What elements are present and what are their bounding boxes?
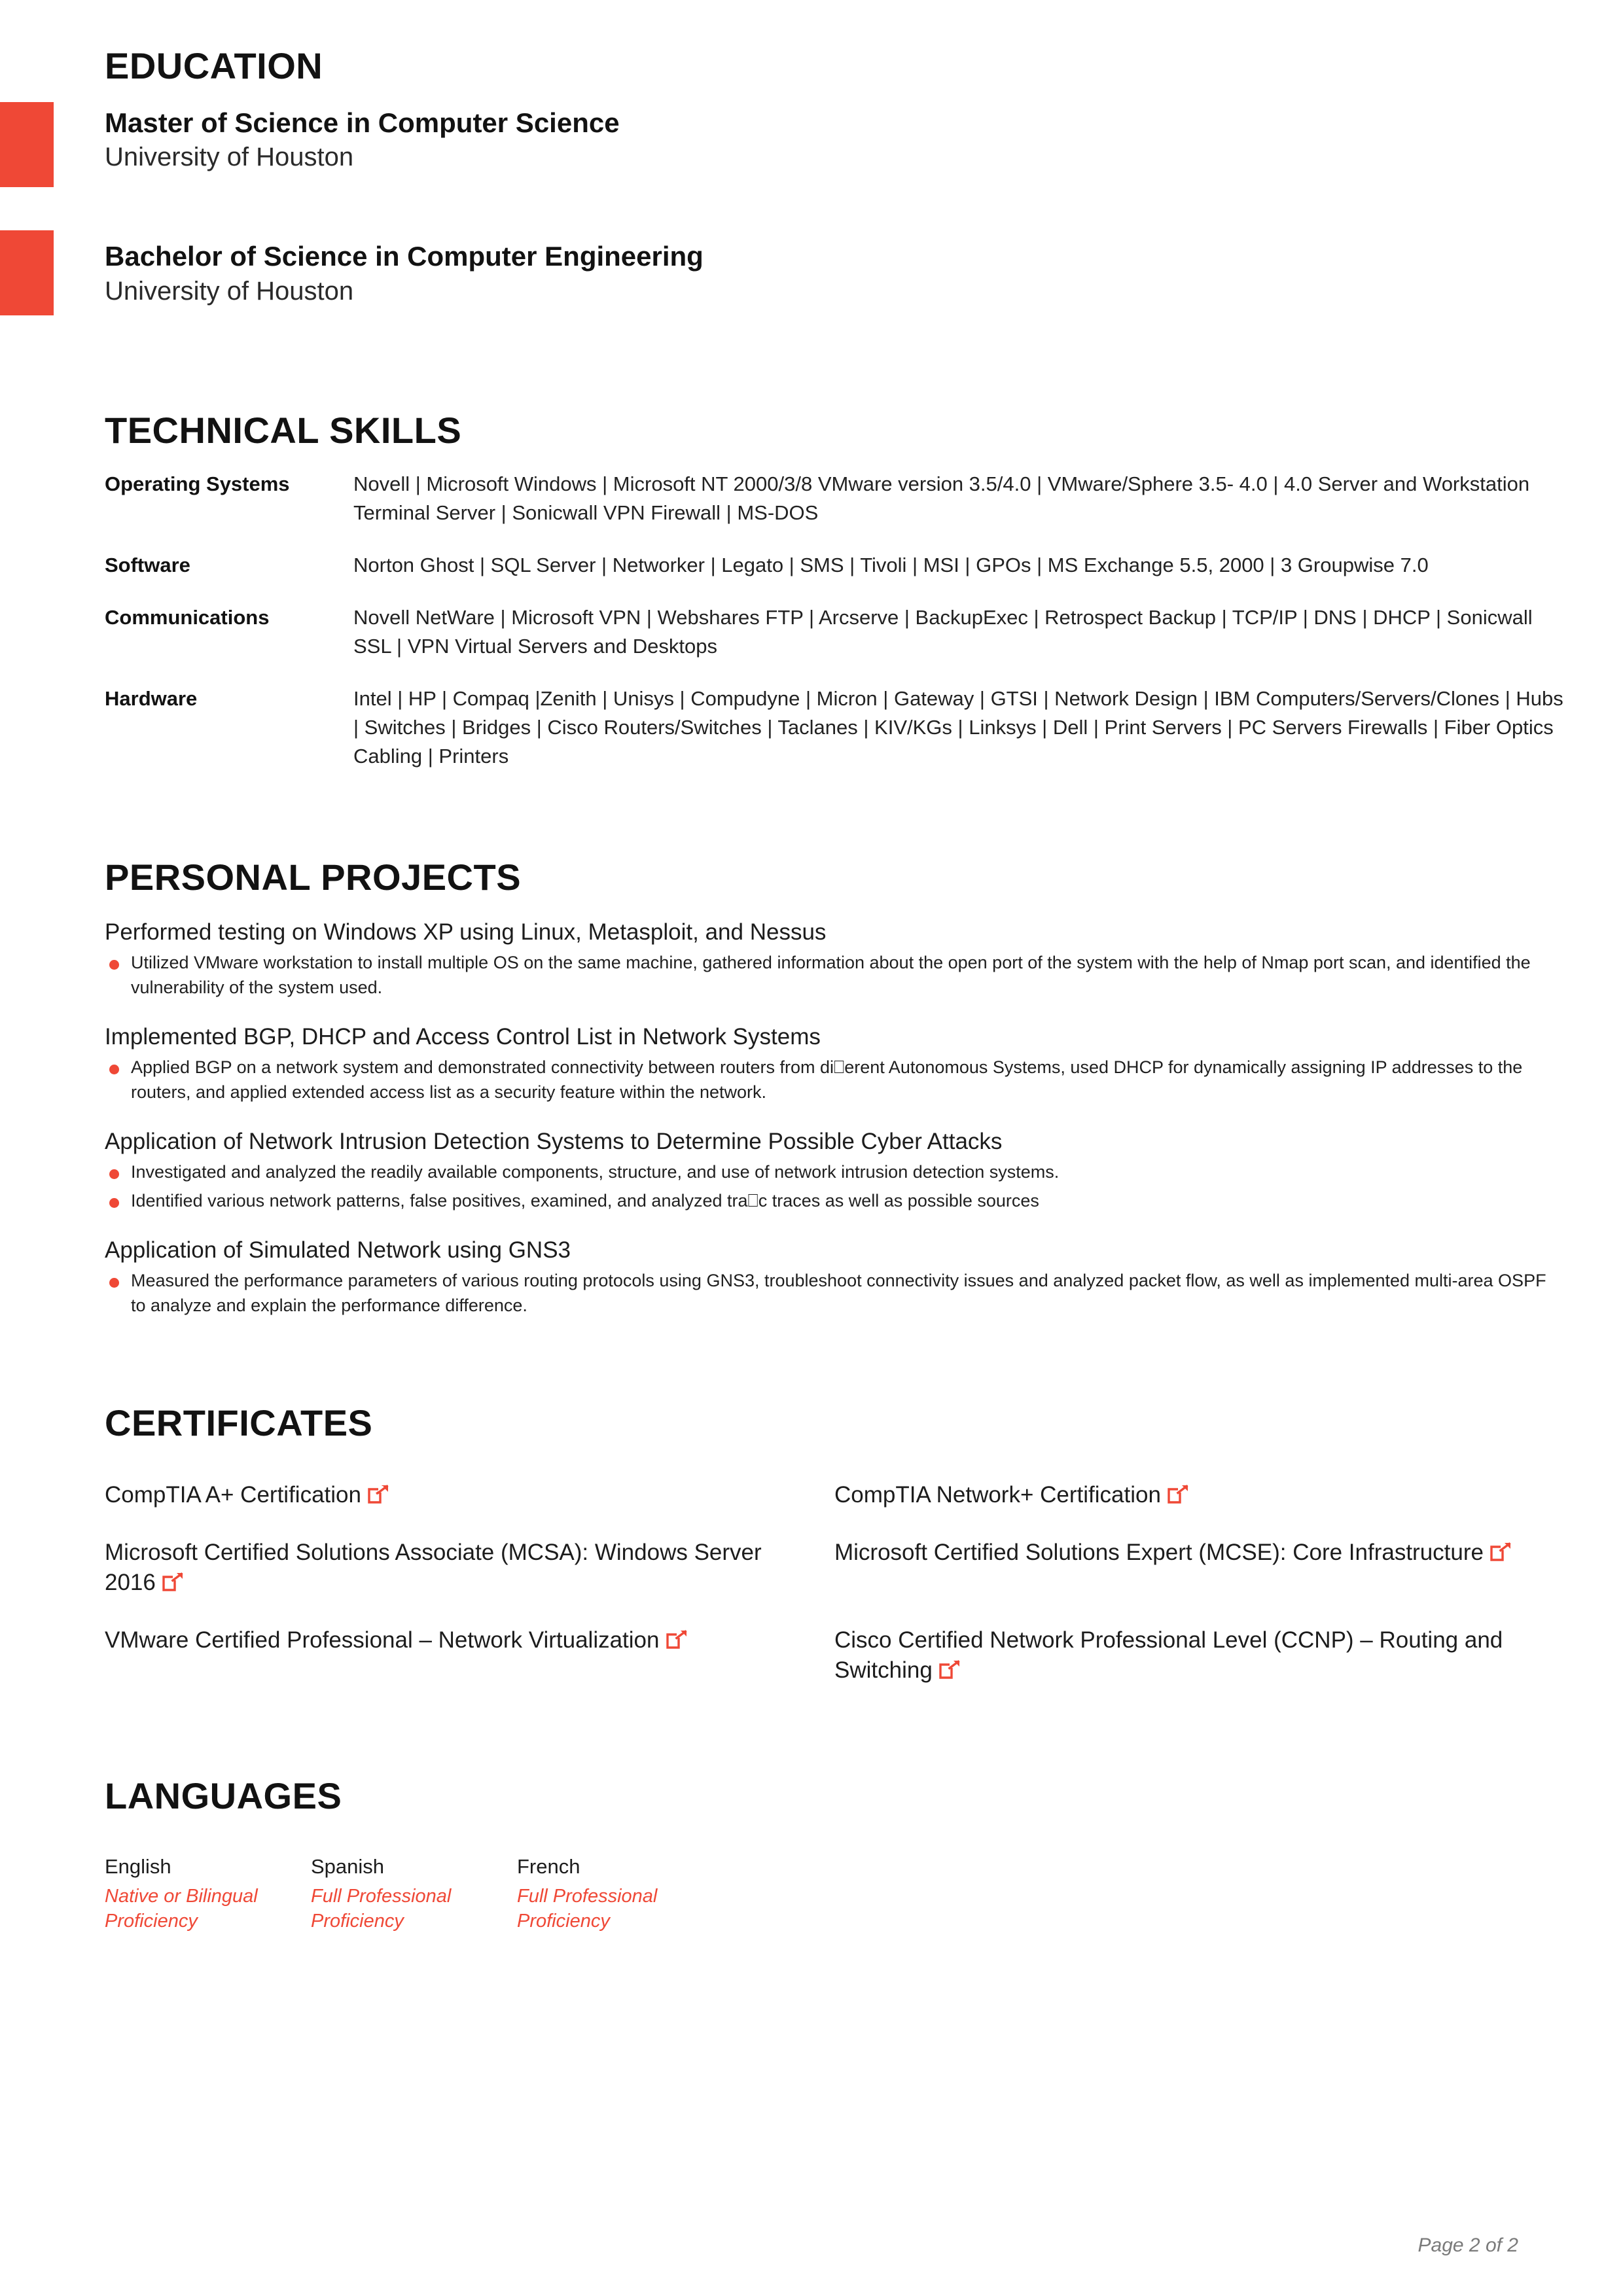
education-section [105,46,1564,308]
project-bullet-text: Identified various network patterns, false positives, examined, and analyzed tra⎕c traces as well as possible sources [131,1190,1039,1210]
project-bullet-text: Measured the performance parameters of various routing protocols using GNS3, troubleshoot connectivity issues and analyzed packet flow, as well as implemented multi-area OSPF to analyze and explain the performance difference. [131,1271,1546,1315]
education-entries [105,86,1564,308]
bullet-dot-icon [109,1169,119,1179]
education-degree: Master of Science in Computer Science [105,107,620,138]
project-title: Application of Simulated Network using GNS3 [105,1237,571,1263]
table-row [105,603,1564,684]
certificate-name: Microsoft Certified Solutions Expert (MCSE): Core Infrastructure [834,1539,1484,1565]
page-content [105,0,1564,1934]
bullet-dot-icon [109,1278,119,1288]
certificate-name: CompTIA A+ Certification [105,1481,361,1508]
languages-section [105,1776,1564,1934]
external-link-icon[interactable] [666,1630,688,1650]
skill-category-value: Norton Ghost | SQL Server | Networker | Legato | SMS | Tivoli | MSI | GPOs | MS Exchange 5.5, 2000 | 3 Groupwise 7.0 [353,554,1429,577]
certificate-item[interactable] [105,1538,834,1598]
project-item [105,1235,1564,1318]
language-proficiency: Full Professional Proficiency [517,1885,658,1932]
certificate-item[interactable] [834,1480,1564,1510]
table-row [105,470,1564,551]
project-item [105,917,1564,1000]
language-item [105,1853,311,1934]
external-link-icon[interactable] [1168,1485,1190,1504]
list-item [105,1189,1564,1213]
bullet-dot-icon [109,1198,119,1208]
project-bullet-text: Applied BGP on a network system and demonstrated connectivity between routers from di⎕erent Autonomous Systems, used DHCP for dynamically assigning IP addresses to the routers, and applied extended access list as a security feature within the network. [131,1057,1523,1102]
skill-category-label: Hardware [105,687,198,711]
personal-projects-section [105,857,1564,1318]
certificates-heading: CERTIFICATES [105,1402,373,1443]
certificate-item[interactable] [105,1480,834,1510]
list-item [105,951,1564,1000]
external-link-icon[interactable] [939,1660,961,1680]
education-school: University of Houston [105,276,354,306]
bullet-dot-icon [109,960,119,970]
technical-skills-table [105,470,1564,794]
accent-marker [0,230,54,315]
bullet-dot-icon [109,1065,119,1074]
language-proficiency: Full Professional Proficiency [311,1885,452,1932]
certificate-name: VMware Certified Professional – Network Virtualization [105,1627,660,1653]
certificate-item[interactable] [834,1538,1564,1598]
education-degree: Bachelor of Science in Computer Engineering [105,241,704,272]
list-item [105,1269,1564,1318]
technical-skills-section [105,410,1564,795]
language-proficiency: Native or Bilingual Proficiency [105,1885,258,1932]
external-link-icon[interactable] [368,1485,390,1504]
certificate-name: Microsoft Certified Solutions Associate (MCSA): Windows Server 2016 [105,1539,762,1595]
skill-category-label: Software [105,554,190,577]
education-entry [105,239,1564,308]
table-row [105,551,1564,603]
page-footer: Page 2 of 2 [1418,2234,1518,2256]
external-link-icon[interactable] [1490,1542,1512,1562]
languages-list [105,1853,1564,1934]
skill-category-value: Novell NetWare | Microsoft VPN | Webshares FTP | Arcserve | BackupExec | Retrospect Backup | TCP/IP | DNS | DHCP | Sonicwall SSL | VPN Virtual Servers and Desktops [353,606,1533,658]
certificate-item[interactable] [105,1625,834,1686]
language-item [517,1853,723,1934]
certificate-item[interactable] [834,1625,1564,1686]
language-name: Spanish [311,1855,385,1879]
language-name: French [517,1855,580,1879]
personal-projects-heading: PERSONAL PROJECTS [105,857,522,898]
skill-category-label: Operating Systems [105,472,290,496]
certificates-list [105,1480,1564,1714]
project-bullet-text: Utilized VMware workstation to install multiple OS on the same machine, gathered information about the open port of the system with the help of Nmap port scan, and identified the vulnerability of the system used. [131,953,1531,997]
project-item [105,1022,1564,1104]
education-entry [105,106,1564,175]
language-name: English [105,1855,171,1879]
list-item [105,1055,1564,1104]
project-bullet-text: Investigated and analyzed the readily available components, structure, and use of network intrusion detection systems. [131,1162,1060,1182]
project-title: Implemented BGP, DHCP and Access Control List in Network Systems [105,1023,821,1050]
technical-skills-heading: TECHNICAL SKILLS [105,409,462,451]
language-item [311,1853,517,1934]
skill-category-value: Intel | HP | Compaq |Zenith | Unisys | Compudyne | Micron | Gateway | GTSI | Network Design | IBM Computers/Servers/Clones | Hubs | Switches | Bridges | Cisco Routers/Switches | Taclanes | KIV/KGs | Linksys | Dell | Print Servers | PC Servers Firewalls | Fiber Optics Cabling | Printers [353,687,1563,768]
project-item [105,1127,1564,1213]
external-link-icon[interactable] [162,1572,185,1592]
languages-heading: LANGUAGES [105,1775,342,1817]
certificate-name: Cisco Certified Network Professional Level (CCNP) – Routing and Switching [834,1627,1503,1684]
certificate-name: CompTIA Network+ Certification [834,1481,1161,1508]
project-title: Performed testing on Windows XP using Linux, Metasploit, and Nessus [105,919,827,945]
accent-marker [0,102,54,187]
education-school: University of Houston [105,143,354,172]
certificates-section [105,1403,1564,1714]
skill-category-value: Novell | Microsoft Windows | Microsoft NT 2000/3/8 VMware version 3.5/4.0 | VMware/Sphere 3.5- 4.0 | 4.0 Server and Workstation Terminal Server | Sonicwall VPN Firewall | MS-DOS [353,472,1530,525]
list-item [105,1160,1564,1184]
project-title: Application of Network Intrusion Detection Systems to Determine Possible Cyber Attacks [105,1128,1003,1154]
table-row [105,684,1564,794]
education-heading: EDUCATION [105,45,323,86]
skill-category-label: Communications [105,606,270,629]
